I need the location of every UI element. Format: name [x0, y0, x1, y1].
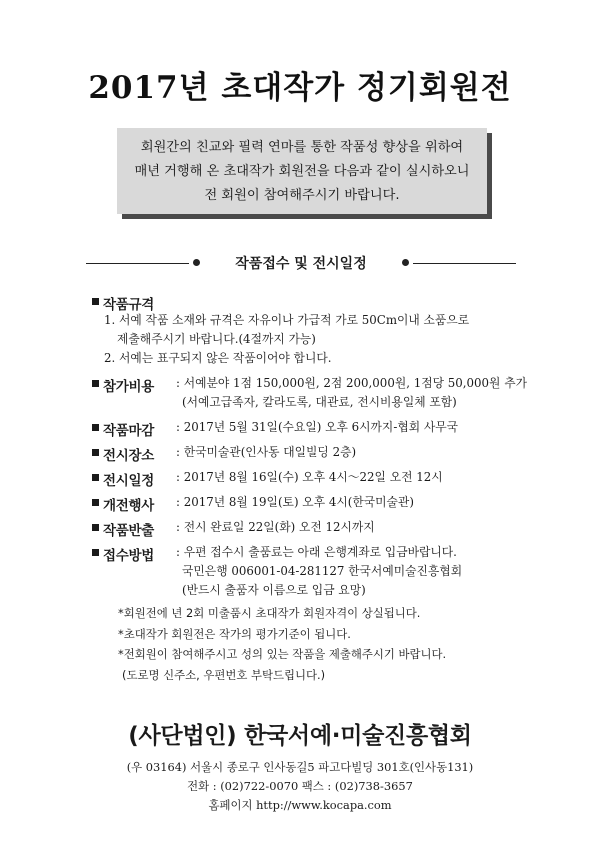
phone-fax: 전화 : (02)722-0070 팩스 : (02)738-3657	[187, 779, 413, 793]
spec-line: 2. 서예는 표구되지 않은 작품이어야 합니다.	[104, 351, 332, 365]
homepage: 홈페이지 http://www.kocapa.com	[208, 798, 392, 812]
item-label: 작품규격	[103, 296, 154, 313]
item-value	[176, 543, 462, 600]
item-method	[92, 543, 522, 603]
contact-info	[0, 758, 600, 815]
square-bullet-icon	[92, 499, 99, 506]
intro-line: 전 회원이 참여해주시기 바랍니다.	[204, 188, 400, 203]
item-value: : 전시 완료일 22일(화) 오전 12시까지	[176, 520, 375, 534]
item-label: 개전행사	[103, 497, 154, 514]
spec-line: 제출해주시기 바랍니다.(4절까지 가능)	[117, 332, 316, 346]
note-line: (도로명 신주소, 우편번호 부탁드립니다.)	[122, 667, 326, 682]
organization-name: (사단법인) 한국서예·미술진흥협회	[128, 723, 472, 749]
note-line: *회원전에 년 2회 미출품시 초대작가 회원자격이 상실됩니다.	[118, 606, 421, 620]
item-opening	[92, 493, 522, 518]
square-bullet-icon	[92, 474, 99, 481]
intro-line: 매년 거행해 온 초대작가 회원전을 다음과 같이 실시하오니	[134, 164, 470, 179]
item-value	[176, 374, 527, 412]
fee-line: (서예고급족자, 칼라도록, 대관료, 전시비용일체 포함)	[182, 395, 457, 409]
intro-box	[117, 128, 487, 214]
item-value: : 2017년 8월 16일(수) 오후 4시～22일 오전 12시	[176, 470, 443, 484]
page-title: 2017년 초대작가 정기회원전	[88, 70, 512, 106]
address: (우 03164) 서울시 종로구 인사동길5 파고다빌딩 301호(인사동131)	[126, 760, 474, 774]
spec-line: 1. 서예 작품 소재와 규격은 자유이나 가급적 가로 50Cm이내 소품으로	[104, 313, 470, 327]
details-list	[92, 292, 527, 603]
item-venue	[92, 443, 522, 468]
item-label: 작품마감	[103, 422, 154, 439]
item-label: 접수방법	[103, 547, 154, 564]
method-line: 국민은행 006001-04-281127 한국서예미술진흥협회	[182, 564, 463, 578]
item-fee	[92, 374, 527, 418]
item-label: 전시장소	[103, 447, 154, 464]
divider-right	[413, 263, 516, 264]
item-return	[92, 518, 522, 543]
note-line: *초대작가 회원전은 작가의 평가기준이 됩니다.	[118, 626, 351, 641]
square-bullet-icon	[92, 524, 99, 531]
dot-right-icon	[402, 259, 409, 266]
item-label: 전시일정	[103, 472, 154, 489]
method-line: : 우편 접수시 출품료는 아래 은행계좌로 입금바랍니다.	[176, 545, 457, 559]
square-bullet-icon	[92, 424, 99, 431]
section-heading	[86, 252, 516, 274]
item-spec	[92, 292, 522, 311]
item-label: 참가비용	[103, 378, 154, 395]
item-value: : 한국미술관(인사동 대일빌딩 2층)	[176, 445, 357, 459]
item-schedule	[92, 468, 522, 493]
section-heading-text: 작품접수 및 전시일정	[235, 256, 367, 272]
fee-line: : 서예분야 1점 150,000원, 2점 200,000원, 1점당 50,000원 추가	[176, 376, 527, 390]
method-line: (반드시 출품자 이름으로 입금 요망)	[182, 583, 366, 597]
item-label: 작품반출	[103, 522, 154, 539]
square-bullet-icon	[92, 449, 99, 456]
note-line: *전회원이 참여해주시고 성의 있는 작품을 제출해주시기 바랍니다.	[118, 647, 447, 661]
square-bullet-icon	[92, 549, 99, 556]
item-value: : 2017년 5월 31일(수요일) 오후 6시까지-협회 사무국	[176, 420, 459, 434]
square-bullet-icon	[92, 380, 99, 387]
square-bullet-icon	[92, 298, 99, 305]
notes	[118, 603, 518, 685]
item-deadline	[92, 418, 522, 443]
intro-line: 회원간의 친교와 필력 연마를 통한 작품성 향상을 위하여	[140, 140, 464, 155]
item-value: : 2017년 8월 19일(토) 오후 4시(한국미술관)	[176, 495, 414, 509]
